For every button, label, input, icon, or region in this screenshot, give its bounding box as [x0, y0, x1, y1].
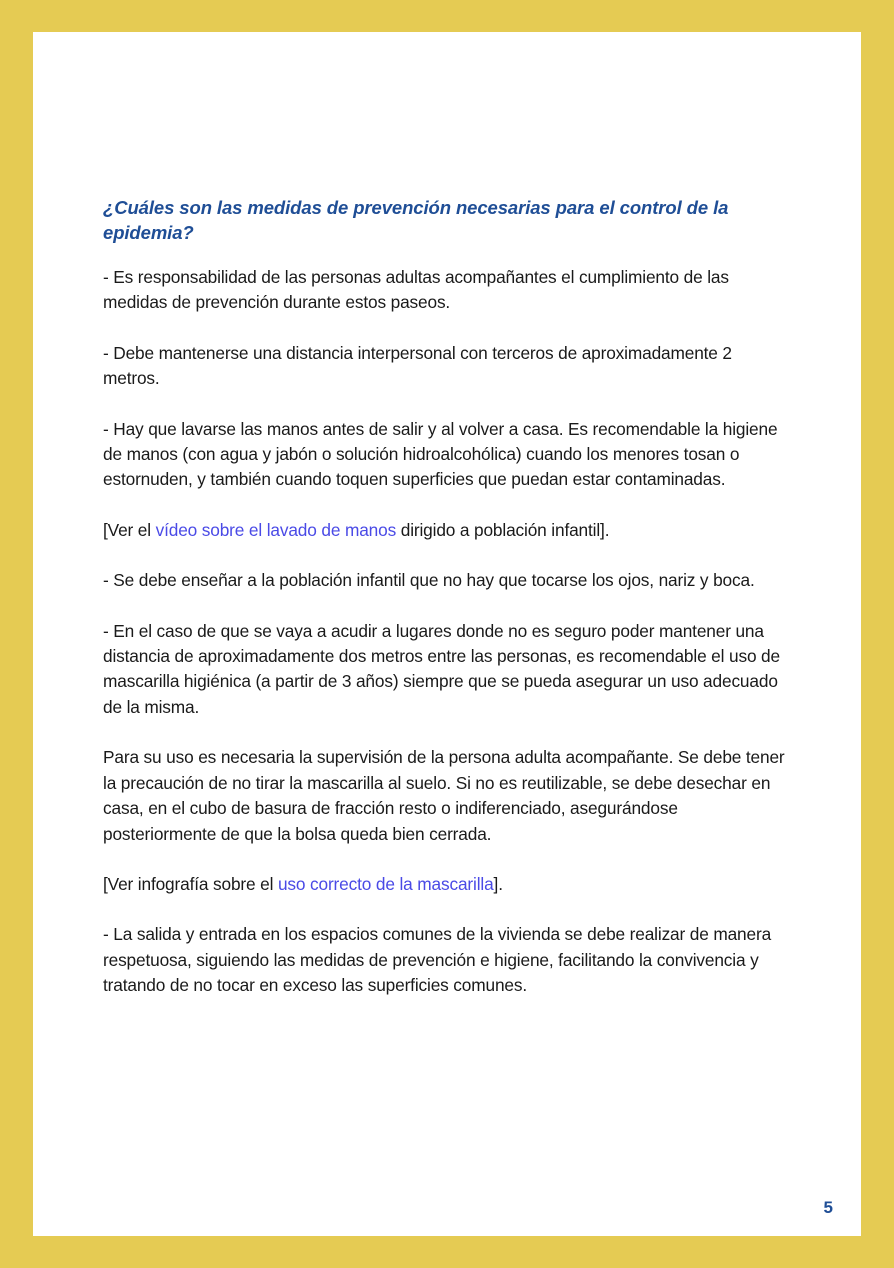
video-link-suffix: dirigido a población infantil].	[396, 519, 610, 540]
paragraph-ver-video-lavado	[103, 518, 793, 543]
paragraph-ver-infografia-mascarilla	[103, 872, 793, 897]
page-number: 5	[823, 1198, 833, 1217]
video-link-prefix: [Ver el	[103, 519, 156, 540]
link-uso-correcto-mascarilla[interactable]: uso correcto de la mascarilla	[277, 873, 494, 894]
paragraph-no-tocarse: - Se debe enseñar a la población infantil que no hay que tocarse los ojos, nariz y boca.	[103, 570, 755, 591]
paragraph-distancia: - Debe mantenerse una distancia interpersonal con terceros de aproximadamente 2 metros.	[103, 342, 732, 389]
paragraph-responsabilidad: - Es responsabilidad de las personas adultas acompañantes el cumplimiento de las medidas de prevención durante estos paseos.	[103, 267, 729, 313]
paragraph-espacios-comunes: - La salida y entrada en los espacios comunes de la vivienda se debe realizar de manera respetuosa, siguiendo las medidas de prevención e higiene, facilitando la convivencia y tratando de no tocar en exceso las superficies comunes.	[103, 924, 772, 996]
paragraph-supervision-uso: Para su uso es necesaria la supervisión de la persona adulta acompañante. Se debe tener la precaución de no tirar la mascarilla al suelo. Si no es reutilizable, se debe desechar en casa, en el cubo de basura de fracción resto o indiferenciado, asegurándose posteriormente de que la bolsa queda bien cerrada.	[103, 747, 785, 844]
paragraph-lavado-manos: - Hay que lavarse las manos antes de salir y al volver a casa. Es recomendable la higiene de manos (con agua y jabón o solución hidroalcohólica) cuando los menores tosan o estornuden, y también cuando toquen superficies que puedan estar contaminadas.	[103, 418, 778, 490]
page-content	[103, 195, 793, 999]
infografia-link-suffix: ].	[493, 873, 503, 894]
infografia-link-prefix: [Ver infografía sobre el	[103, 873, 278, 894]
section-heading: ¿Cuáles son las medidas de prevención necesarias para el control de la epidemia?	[103, 197, 729, 243]
paragraph-mascarilla-higienica: - En el caso de que se vaya a acudir a lugares donde no es seguro poder mantener una distancia de aproximadamente dos metros entre las personas, es recomendable el uso de mascarilla higiénica (a partir de 3 años) siempre que se pueda asegurar un uso adecuado de la misma.	[103, 620, 780, 717]
document-page	[33, 32, 861, 1236]
link-video-lavado-de-manos[interactable]: vídeo sobre el lavado de manos	[155, 519, 397, 540]
